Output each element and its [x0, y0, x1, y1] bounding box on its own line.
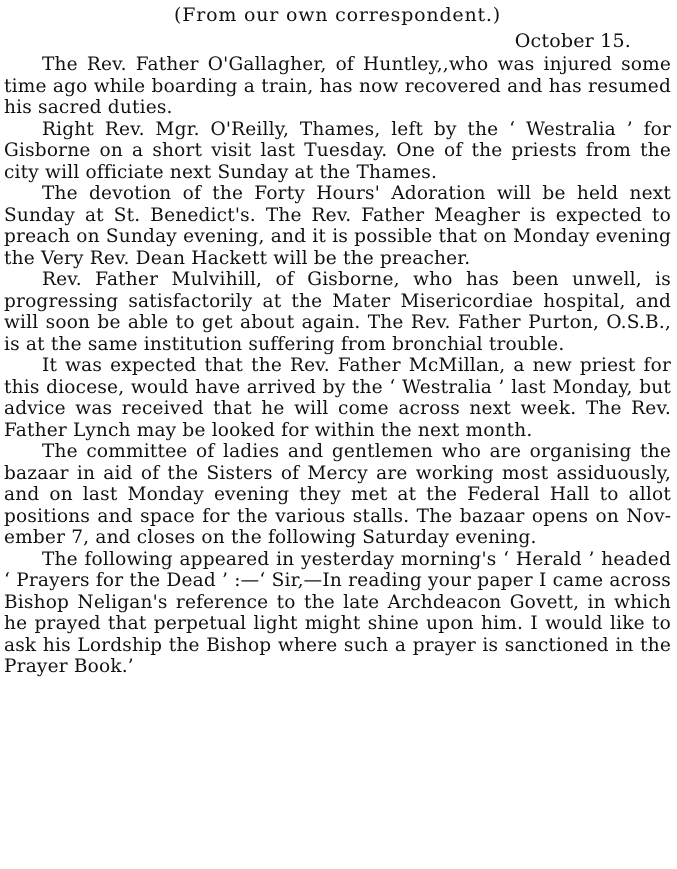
paragraph-oreilly: Right Rev. Mgr. O'Reilly, Thames, left by the ‘ Westralia ’ for Gisborne on a short visit last Tuesday. One of the priests from the city will officiate next Sunday at the Thames.: [4, 118, 671, 183]
paragraph-prayers-for-dead: The following appeared in yesterday morning's ‘ Herald ’ headed ‘ Prayers for the Dead ’ :—‘ Sir,—In reading your paper I came across Bishop Neligan's reference to the late Archdeacon Govett, in which he prayed that perpetual light might shine upon him. I would like to ask his Lordship the Bishop where such a prayer is sanctioned in the Prayer Book.’: [4, 548, 671, 677]
paragraph-bazaar: The committee of ladies and gentlemen who are organising the bazaar in aid of the Sisters of Mercy are working most assiduously, and on last Monday evening they met at the Federal Hall to allot positions and space for the various stalls. The bazaar opens on November 7, and closes on the following Saturday evening.: [4, 441, 671, 548]
paragraph-forty-hours: The devotion of the Forty Hours' Adoration will be held next Sunday at St. Benedict's. The Rev. Father Meagher is expected to preach on Sunday evening, and it is possible that on Monday evening the Very Rev. Dean Hackett will be the preacher.: [4, 183, 671, 269]
paragraph-mulvihill: Rev. Father Mulvihill, of Gisborne, who has been unwell, is progressing satisfactorily at the Mater Misericordiae hospital, and will soon be able to get about again. The Rev. Father Purton, O.S.B., is at the same institution suffering from bronchial trouble.: [4, 269, 671, 355]
article-date: October 15.: [514, 30, 631, 52]
paragraph-ogallagher: The Rev. Father O'Gallagher, of Huntley,,who was injured some time ago while boarding a train, has now recovered and has resumed his sacred duties.: [4, 54, 671, 118]
source-line: (From our own correspondent.): [174, 4, 501, 26]
paragraph-mcmillan: It was expected that the Rev. Father McMillan, a new priest for this diocese, would have arrived by the ‘ Westralia ’ last Monday, but advice was received that he will come across next week. The Rev. Father Lynch may be looked for within the next month.: [4, 355, 671, 441]
